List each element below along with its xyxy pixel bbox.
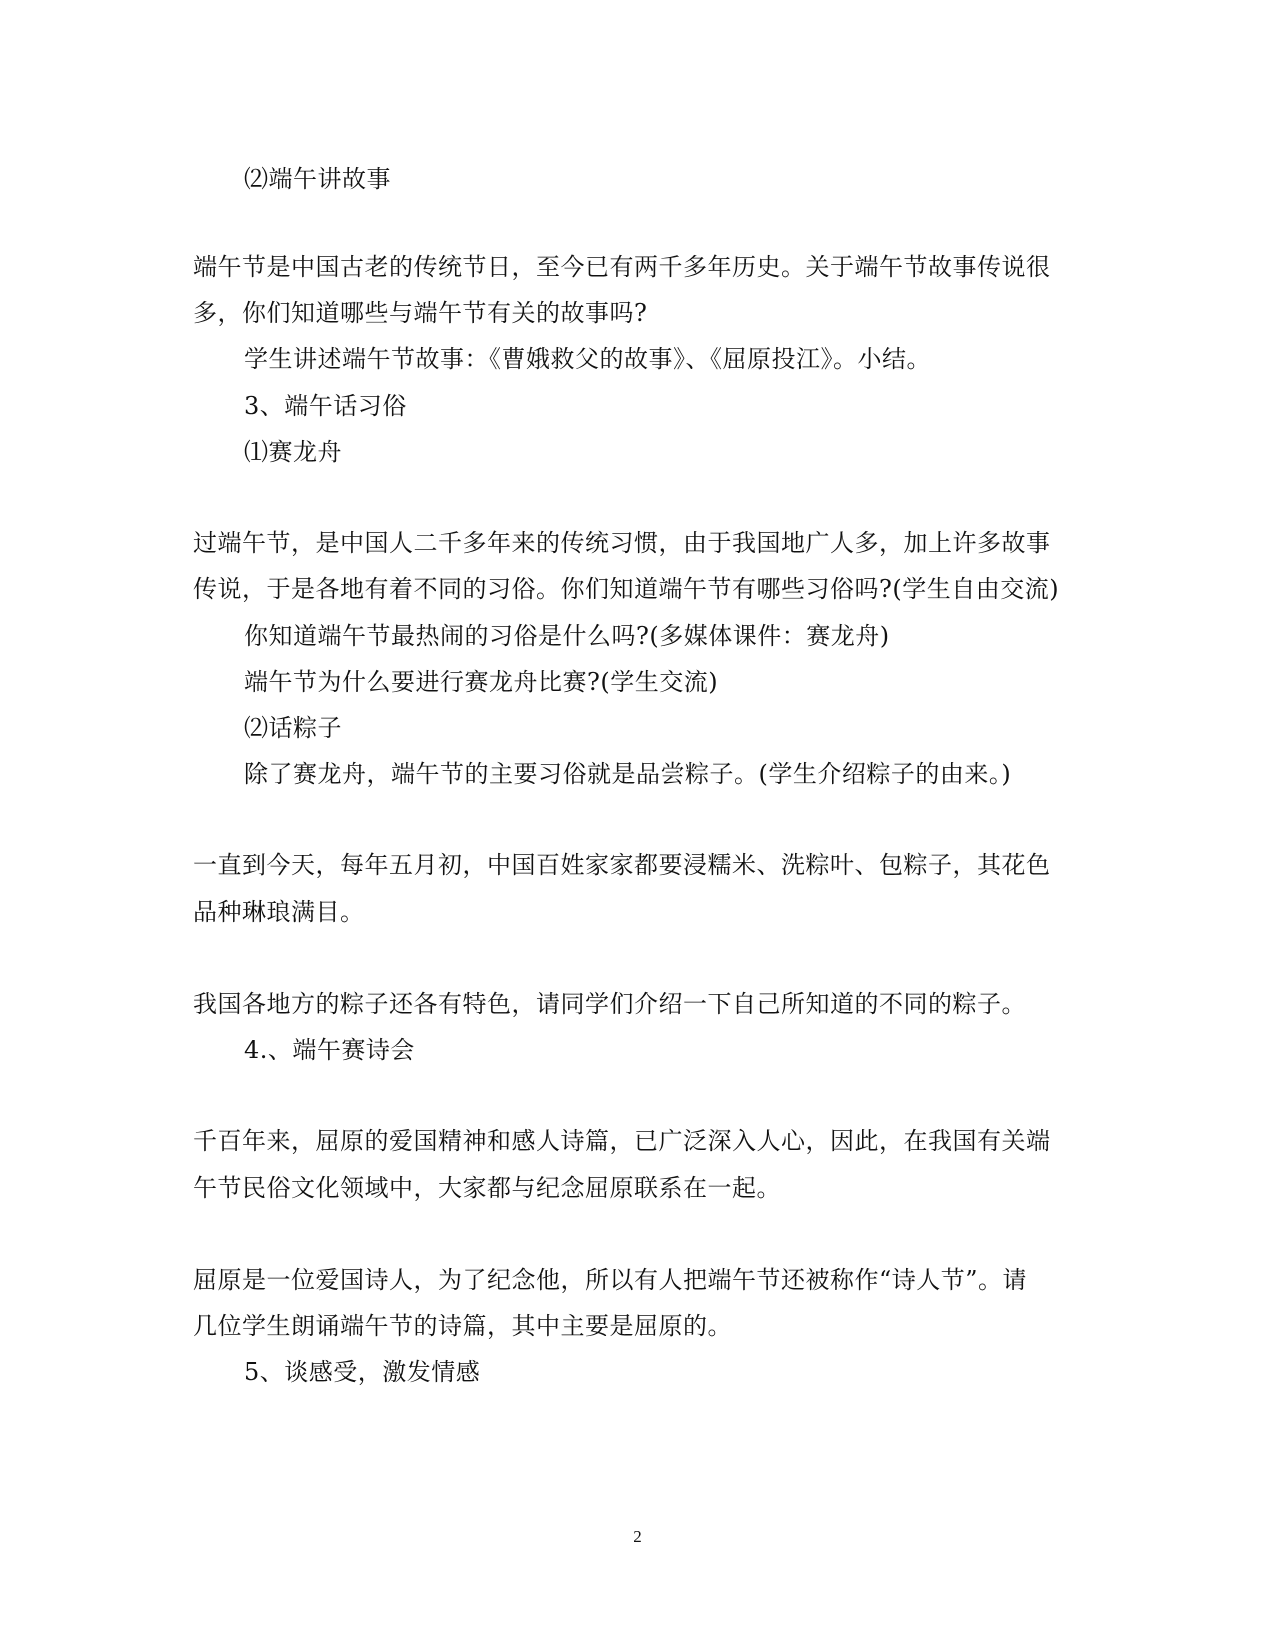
paragraph-line: 你知道端午节最热闹的习俗是什么吗?(多媒体课件：赛龙舟) [244,622,890,650]
heading-customs: 3、端午话习俗 [244,392,407,420]
heading-poetry: 4.、端午赛诗会 [244,1036,415,1064]
subheading-dragon-boat: ⑴赛龙舟 [244,438,342,466]
paragraph-line: 端午节为什么要进行赛龙舟比赛?(学生交流) [244,668,719,696]
paragraph-line: 传说，于是各地有着不同的习俗。你们知道端午节有哪些习俗吗?(学生自由交流) [193,575,1060,603]
subheading-zongzi: ⑵话粽子 [244,714,342,742]
paragraph-line: 多，你们知道哪些与端午节有关的故事吗? [193,299,648,327]
paragraph-line: 除了赛龙舟，端午节的主要习俗就是品尝粽子。(学生介绍粽子的由来。) [244,760,1012,788]
paragraph-line: 一直到今天，每年五月初，中国百姓家家都要浸糯米、洗粽叶、包粽子，其花色 [193,851,1051,879]
paragraph-line: 千百年来，屈原的爱国精神和感人诗篇，已广泛深入人心，因此，在我国有关端 [193,1127,1051,1155]
paragraph-line: 学生讲述端午节故事：《曹娥救父的故事》、《屈原投江》。小结。 [244,345,931,373]
paragraph-line: 几位学生朗诵端午节的诗篇，其中主要是屈原的。 [193,1312,732,1340]
paragraph-line: 端午节是中国古老的传统节日，至今已有两千多年历史。关于端午节故事传说很 [193,253,1051,281]
paragraph-line: 品种琳琅满目。 [193,898,365,926]
paragraph-line: 我国各地方的粽子还各有特色，请同学们介绍一下自己所知道的不同的粽子。 [193,990,1026,1018]
page-number: 2 [633,1527,642,1546]
paragraph-line: 过端午节，是中国人二千多年来的传统习惯，由于我国地广人多，加上许多故事 [193,529,1051,557]
heading-story: ⑵端午讲故事 [244,165,391,193]
paragraph-line: 午节民俗文化领域中，大家都与纪念屈原联系在一起。 [193,1174,781,1202]
paragraph-line: 屈原是一位爱国诗人，为了纪念他，所以有人把端午节还被称作“诗人节”。请 [193,1266,1028,1294]
heading-feelings: 5、谈感受，激发情感 [244,1358,481,1386]
